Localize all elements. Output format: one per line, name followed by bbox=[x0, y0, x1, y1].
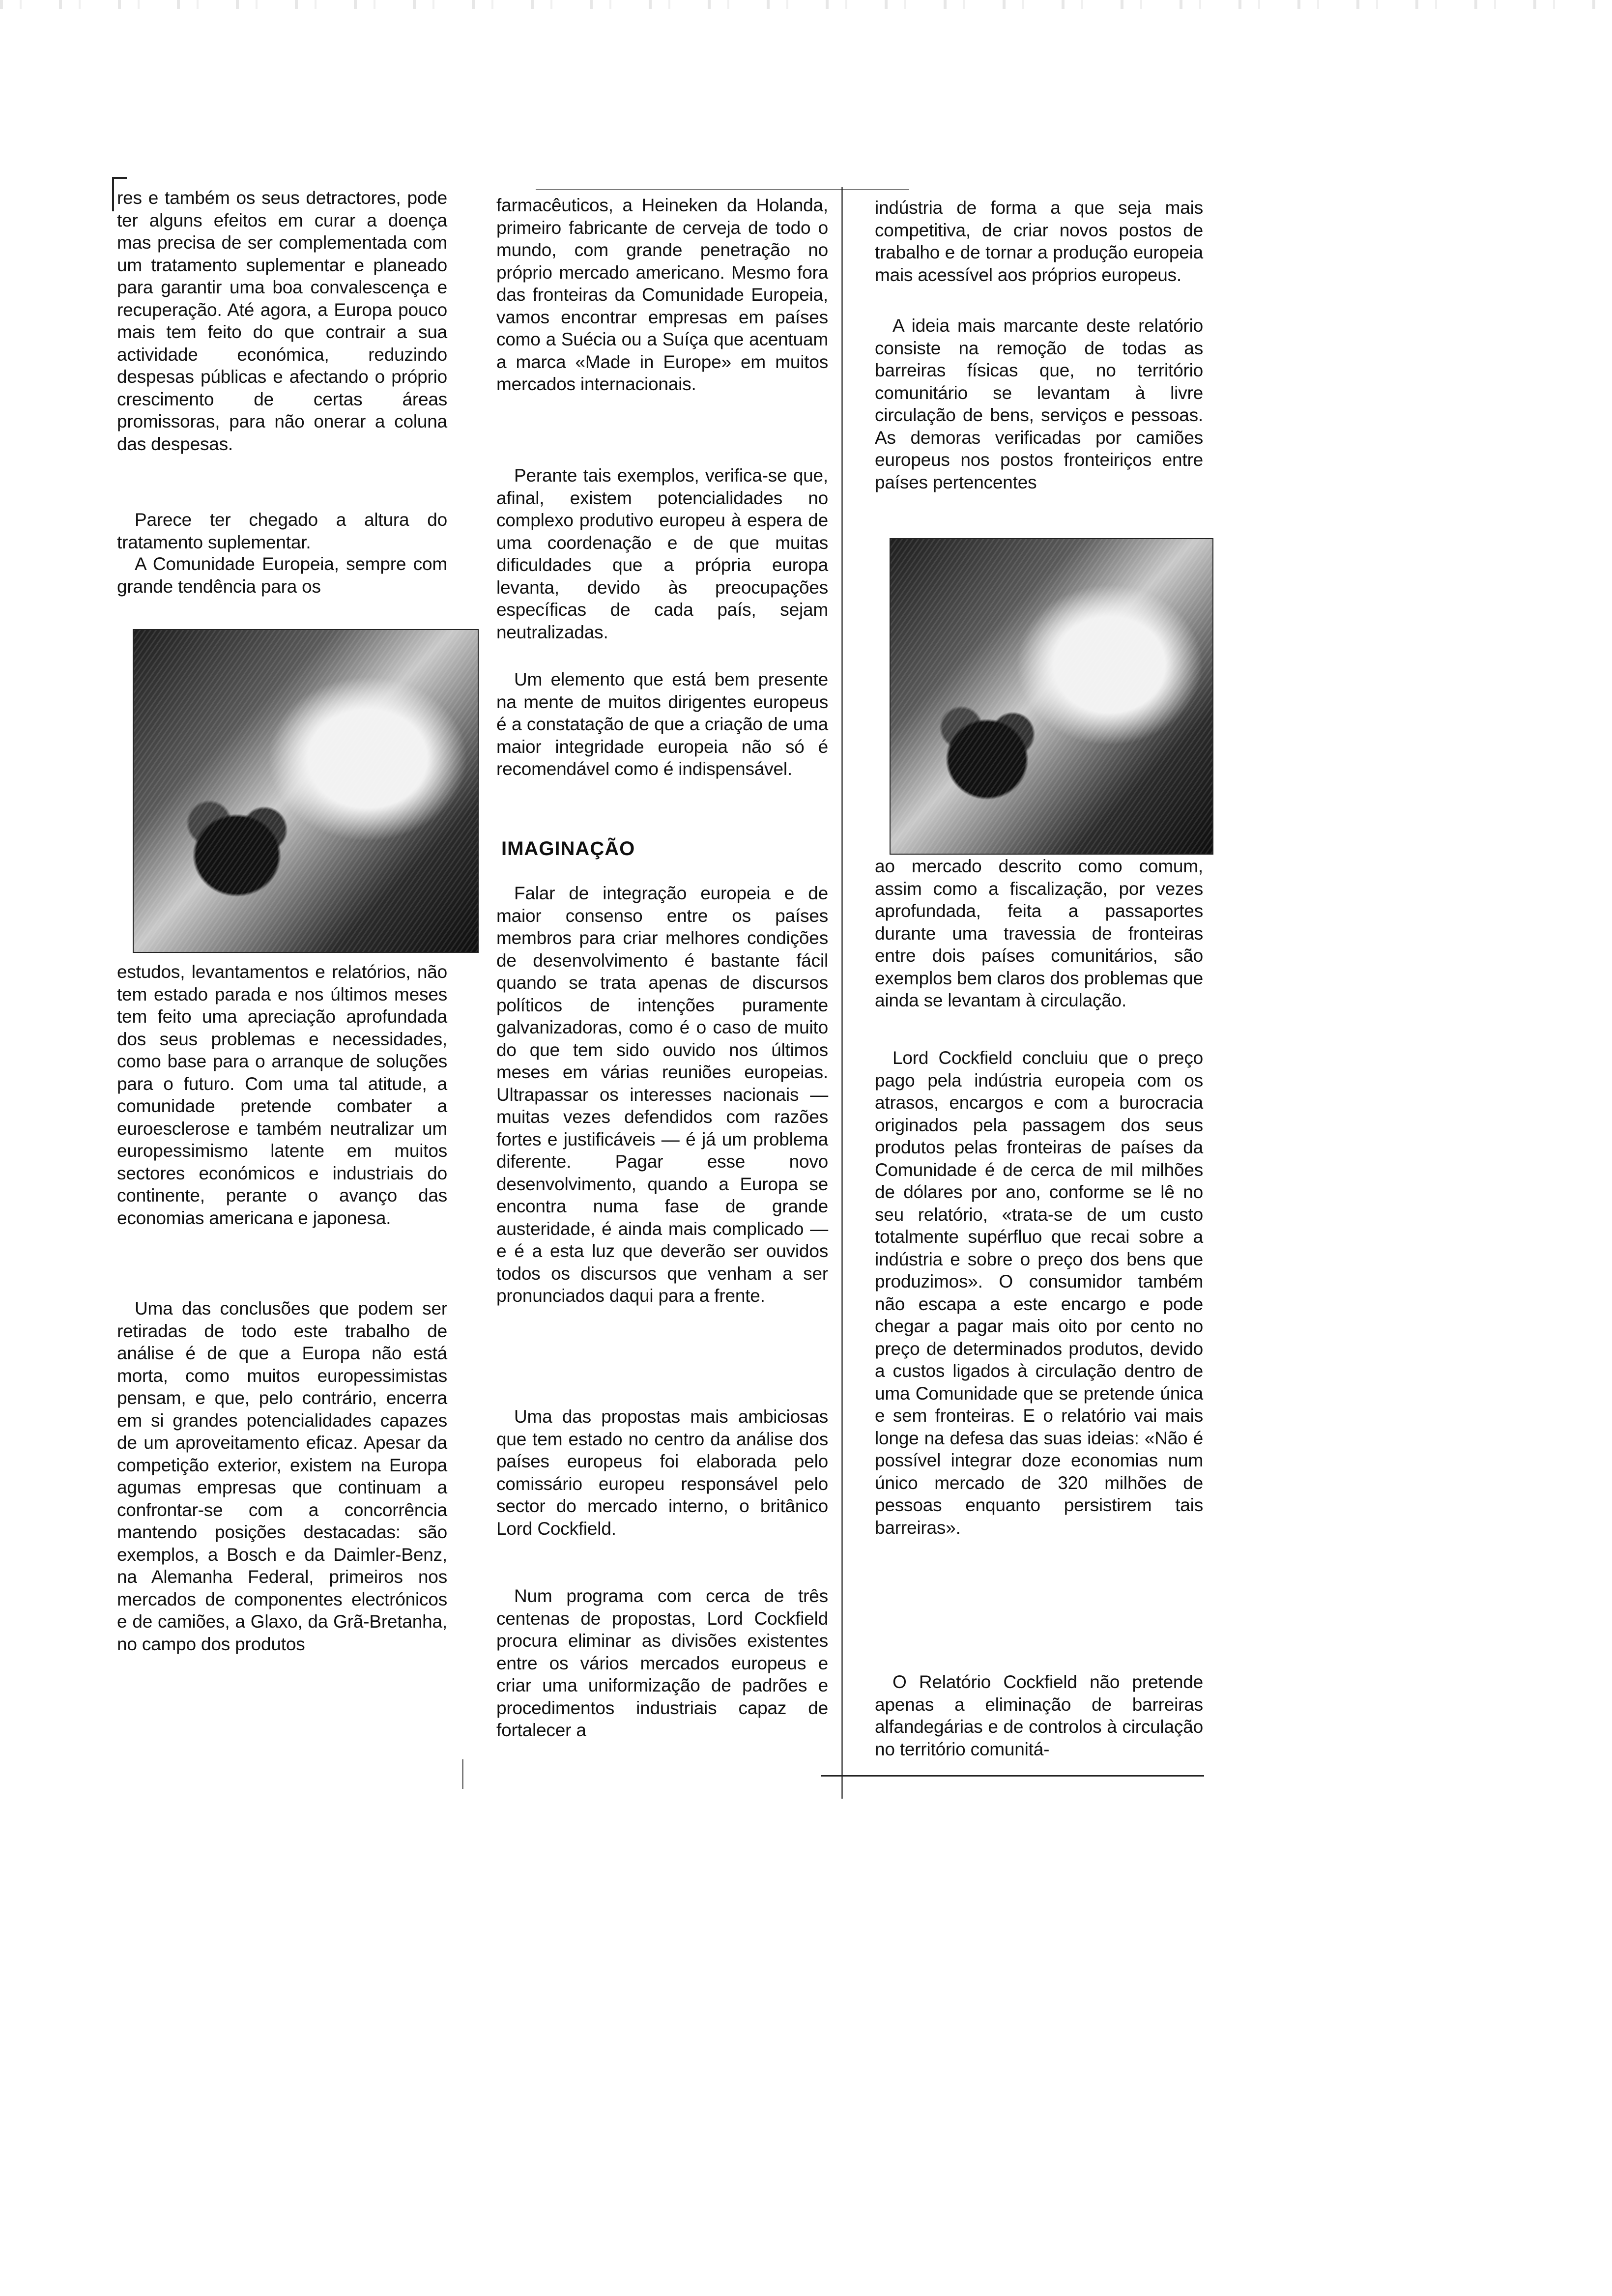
paragraph: res e também os seus detractores, pode ter alguns efeitos em curar a doença mas precisa de ser complementada com um tratamento suplementar e planeado para garantir uma boa convalescença e recuperação. Até agora, a Europa pouco mais tem feito do que contrair a sua actividade económica, reduzindo despesas públicas e afectando o próprio crescimento de certas áreas promissoras, para não onerar a coluna das despesas. bbox=[117, 188, 447, 454]
banknotes-coins-photo bbox=[133, 629, 479, 953]
paragraph: Perante tais exemplos, verifica-se que, afinal, existem potencialidades no complexo produtivo europeu à espera de uma coordenação e de que muitas dificuldades que a própria europa levanta, devido às preocupações específicas de cada país, sejam neutralizadas. bbox=[496, 465, 828, 642]
paragraph: Um elemento que está bem presente na mente de muitos dirigentes europeus é a constatação de que a criação de uma maior integridade europeia não só é recomendável como é indispensável. bbox=[496, 669, 828, 779]
paragraph: Uma das propostas mais ambiciosas que tem estado no centro da análise dos países europeus foi elaborada pelo comissário europeu responsável pelo sector do mercado interno, o britânico Lord Cockfield. bbox=[496, 1406, 828, 1539]
section-headline: IMAGINAÇÃO bbox=[501, 838, 635, 860]
paragraph: A Comunidade Europeia, sempre com grande tendência para os bbox=[117, 554, 447, 597]
paragraph: A ideia mais marcante deste relatório consiste na remoção de todas as barreiras físicas que, no território comunitário se levantam à livre circulação de bens, serviços e pessoas. As demoras verificadas por camiões europeus nos postos fronteiriços entre países pertencentes bbox=[875, 316, 1203, 492]
paragraph: Parece ter chegado a altura do tratamento suplementar. bbox=[117, 510, 447, 552]
paragraph: Falar de integração europeia e de maior consenso entre os países membros para criar melhores condições de desenvolvimento é bastante fácil quando se trata apenas de discursos políticos de intenções puramente galvanizadoras, como é o caso de muito do que tem sido ouvido nos últimos meses em várias reuniões europeias. Ultrapassar os interesses nacionais — muitas vezes defendidos com razões fortes e justificáveis — é já um problema diferente. Pagar esse novo desenvolvimento, quando a Europa se encontra numa fase de grande austeridade, é ainda mais complicado — e é a esta luz que deverão ser ouvidos todos os discursos que venham a ser pronunciados daqui para a frente. bbox=[496, 883, 828, 1306]
paragraph: estudos, levantamentos e relatórios, não tem estado parada e nos últimos meses tem feito uma apreciação aprofundada dos seus problemas e necessidades, como base para o arranque de soluções para o futuro. Com uma tal atitude, a comunidade pretende combater a euroesclerose e também neutralizar um europessimismo latente em muitos sectores económicos e industriais do continente, perante o avanço das economias americana e japonesa. bbox=[117, 962, 447, 1228]
column-divider-small bbox=[462, 1759, 463, 1789]
bracket-mark-top bbox=[112, 177, 127, 179]
banknotes-coins-photo bbox=[890, 538, 1213, 855]
scan-noise bbox=[0, 0, 1612, 9]
bottom-rule bbox=[821, 1775, 1204, 1777]
paragraph: O Relatório Cockfield não pretende apenas a eliminação de barreiras alfandegárias e de controlos à circulação no território comunitá- bbox=[875, 1672, 1203, 1759]
paragraph: farmacêuticos, a Heineken da Holanda, primeiro fabricante de cerveja de todo o mundo, com grande penetração no próprio mercado americano. Mesmo fora das fronteiras da Comunidade Europeia, vamos encontrar empresas em países como a Suécia ou a Suíça que acentuam a marca «Made in Europe» em muitos mercados internacionais. bbox=[496, 195, 828, 394]
paragraph: indústria de forma a que seja mais competitiva, de criar novos postos de trabalho e de tornar a produção europeia mais acessível aos próprios europeus. bbox=[875, 198, 1203, 285]
column-divider bbox=[841, 187, 843, 1799]
paragraph: Num programa com cerca de três centenas de propostas, Lord Cockfield procura eliminar as divisões existentes entre os vários mercados europeus e criar uma uniformização de padrões e procedimentos industriais capaz de fortalecer a bbox=[496, 1586, 828, 1740]
paragraph: Lord Cockfield concluiu que o preço pago pela indústria europeia com os atrasos, encargos e com a burocracia originados pela passagem dos seus produtos pelas fronteiras de países da Comunidade é de cerca de mil milhões de dólares por ano, conforme se lê no seu relatório, «trata-se de um custo totalmente supérfluo que recai sobre a indústria e sobre o preço dos bens que produzimos». O consumidor também não escapa a este encargo e pode chegar a pagar mais oito por cento no preço de determinados produtos, devido a custos ligados à circulação dentro de uma Comunidade que se pretende única e sem fronteiras. E o relatório vai mais longe na defesa das suas ideias: «Não é possível integrar doze economias num único mercado de 320 milhões de pessoas enquanto persistirem tais barreiras». bbox=[875, 1048, 1203, 1538]
paragraph: ao mercado descrito como comum, assim como a fiscalização, por vezes aprofundada, feita a passaportes durante uma travessia de fronteiras entre dois países comunitários, são exemplos bem claros dos problemas que ainda se levantam à circulação. bbox=[875, 856, 1203, 1010]
top-rule bbox=[536, 189, 909, 190]
paragraph: Uma das conclusões que podem ser retiradas de todo este trabalho de análise é de que a Europa não está morta, como muitos europessimistas pensam, e que, pelo contrário, encerra em si grandes potencialidades capazes de um aproveitamento eficaz. Apesar da competição exterior, existem na Europa agumas empresas que continuam a confrontar-se com a concorrência mantendo posições destacadas: são exemplos, a Bosch e da Daimler-Benz, na Alemanha Federal, primeiros nos mercados de componentes electrónicos e de camiões, a Glaxo, da Grã-Bretanha, no campo dos produtos bbox=[117, 1298, 447, 1654]
bracket-mark bbox=[112, 177, 114, 211]
